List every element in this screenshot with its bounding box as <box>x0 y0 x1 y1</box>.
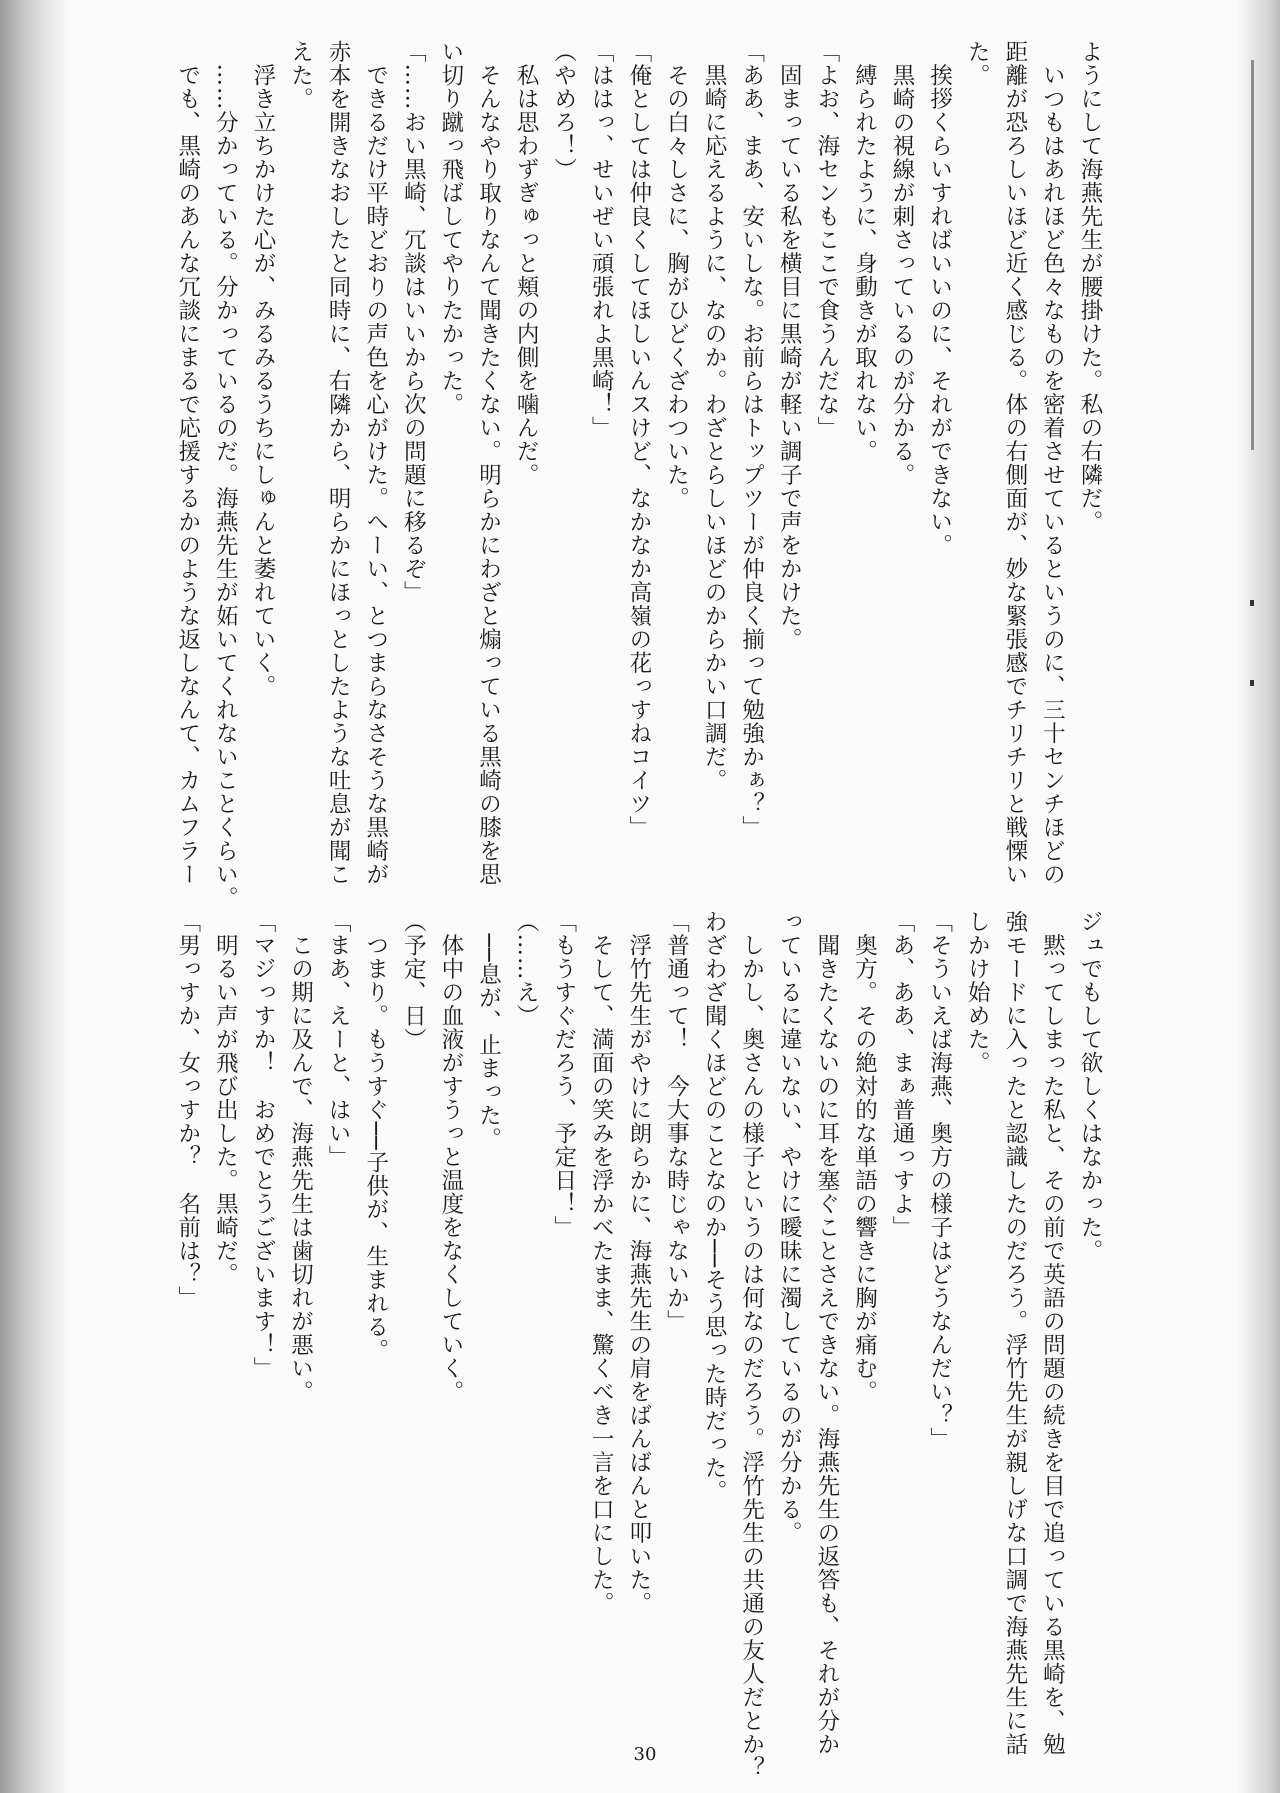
text-line: 奥方。その絶対的な単語の響きに胸が痛む。 <box>851 910 878 1404</box>
text-line: 強モードに入ったと認識したのだろう。浮竹先生が親しげな口調で海燕先生に話 <box>1001 910 1028 1756</box>
text-line: （……え） <box>513 910 540 1028</box>
text-line: 「まあ、えーと、はい」 <box>325 910 352 1169</box>
text-line: 「よお、海センもここで食うんだな」 <box>813 40 840 440</box>
text-line: つまり。もうすぐ──子供が、生まれる。 <box>362 910 389 1363</box>
text-line: （予定、日） <box>400 910 427 1051</box>
text-line: っているに違いない、やけに曖昧に濁しているのが分かる。 <box>776 910 803 1545</box>
text-line: 「普通って！ 今大事な時じゃないか」 <box>663 910 690 1333</box>
text-line: 縛られたように、身動きが取れない。 <box>851 40 878 463</box>
text-line: 「あ、ああ、まぁ普通っすよ」 <box>889 910 916 1239</box>
text-line: 体中の血液がすうっと温度をなくしていく。 <box>437 910 464 1404</box>
text-line: 距離が恐ろしいほど近く感じる。体の右側面が、妙な緊張感でチリチリと戦慄い <box>1001 40 1028 886</box>
text-line: その白々しさに、胸がひどくざわついた。 <box>663 40 690 510</box>
upper-text-block <box>168 40 1108 910</box>
text-line: 「そういえば海燕、奥方の様子はどうなんだい？」 <box>926 910 953 1451</box>
text-line: 赤本を開きなおしたと同時に、右隣から、明らかにほっとしたような吐息が聞こ <box>325 40 352 886</box>
page-edge-curl <box>1236 0 1280 1793</box>
text-line: い切り蹴っ飛ばしてやりたかった。 <box>437 40 464 416</box>
text-line: 挨拶くらいすればいいのに、それができない。 <box>926 40 953 557</box>
text-line: （やめろ！） <box>550 40 577 181</box>
page-edge-mark <box>1250 680 1254 686</box>
page-edge-mark <box>1250 600 1254 606</box>
text-line: 浮き立ちかけた心が、みるみるうちにしゅんと萎れていく。 <box>249 40 276 698</box>
text-line: 浮竹先生がやけに朗らかに、海燕先生の肩をばんばんと叩いた。 <box>625 910 652 1615</box>
text-line: でも、黒崎のあんな冗談にまるで応援するかのような返しなんて、カムフラー <box>174 40 201 886</box>
text-line: わざわざ聞くほどのことなのか──そう思った時だった。 <box>701 910 728 1504</box>
text-line: いつもはあれほど色々なものを密着させているというのに、三十センチほどの <box>1039 40 1066 886</box>
text-line: 黙ってしまった私と、その前で英語の問題の続きを目で追っている黒崎を、勉 <box>1039 910 1066 1756</box>
text-line: ジュでもして欲しくはなかった。 <box>1077 910 1103 1263</box>
page-gutter-shadow <box>0 0 70 1793</box>
text-line: ──息が、止まった。 <box>475 910 502 1151</box>
text-line: 固まっている私を横目に黒崎が軽い調子で声をかけた。 <box>776 40 803 651</box>
text-line: 「……おい黒崎、冗談はいいから次の問題に移るぞ」 <box>400 40 427 604</box>
text-line: 「ああ、まあ、安いしな。お前らはトップツーが仲良く揃って勉強かぁ？」 <box>738 40 765 839</box>
text-line: 「男っすか、女っすか？ 名前は？」 <box>174 910 201 1310</box>
text-line: 「もうすぐだろう、予定日！」 <box>550 910 577 1239</box>
text-line: ……分かっている。分かっているのだ。海燕先生が妬いてくれないことくらい。 <box>212 40 239 910</box>
text-line: できるだけ平時どおりの声色を心がけた。へーい、とつまらなさそうな黒崎が <box>362 40 389 886</box>
text-line: えた。 <box>287 40 314 111</box>
text-line: そんなやり取りなんて聞きたくない。明らかにわざと煽っている黒崎の膝を思 <box>475 40 502 886</box>
page-number: 30 <box>633 1744 657 1765</box>
page-edge-line <box>1251 60 1254 450</box>
text-line: しかけ始めた。 <box>964 910 991 1075</box>
text-line: しかし、奥さんの様子というのは何なのだろう。浮竹先生の共通の友人だとか？ <box>738 910 765 1780</box>
text-line: 「俺としては仲良くしてほしいんスけど、なかなか高嶺の花っすねコイツ」 <box>625 40 652 839</box>
text-line: ようにして海燕先生が腰掛けた。私の右隣だ。 <box>1077 40 1103 534</box>
text-line: この期に及んで、海燕先生は歯切れが悪い。 <box>287 910 314 1404</box>
text-line: 黒崎の視線が刺さっているのが分かる。 <box>889 40 916 487</box>
text-line: 黒崎に応えるように、なのか。わざとらしいほどのからかい口調だ。 <box>701 40 728 792</box>
text-line: 「マジっすか！ おめでとうございます！」 <box>249 910 276 1380</box>
text-line: 聞きたくないのに耳を塞ぐことさえできない。海燕先生の返答も、それが分か <box>813 910 840 1756</box>
text-line: 明るい声が飛び出した。黒崎だ。 <box>212 910 239 1286</box>
text-line: た。 <box>964 40 991 87</box>
text-line: そして、満面の笑みを浮かべたまま、驚くべき一言を口にした。 <box>588 910 615 1615</box>
text-line: 私は思わずぎゅっと頬の内側を噛んだ。 <box>513 40 540 487</box>
text-line: 「ははっ、せいぜい頑張れよ黒崎！」 <box>588 40 615 440</box>
